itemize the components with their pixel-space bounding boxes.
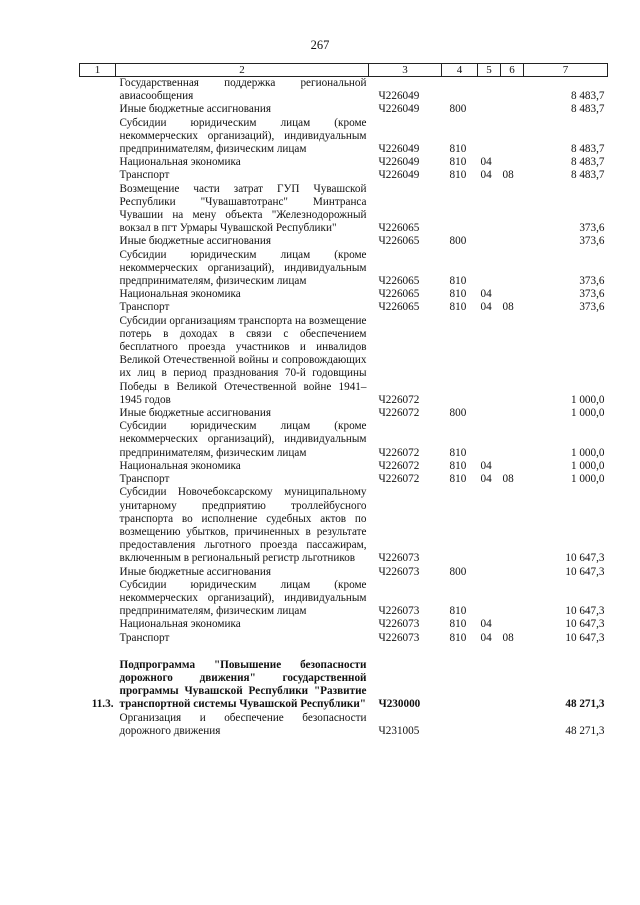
cell-name: Субсидии юридическим лицам (кроме некоммерческих организаций), индивидуальным предпринимателям, физическим лицам bbox=[119, 578, 367, 618]
cell-rz: 04 bbox=[480, 618, 492, 631]
cell-vr: 800 bbox=[449, 407, 467, 420]
cell-pr: 08 bbox=[502, 473, 514, 486]
column-header: 1 bbox=[80, 64, 116, 77]
cell-amount: 10 647,3 bbox=[565, 565, 605, 578]
cell-vr: 800 bbox=[449, 235, 467, 248]
page-number: 267 bbox=[310, 38, 330, 52]
column-header: 6 bbox=[501, 64, 524, 77]
cell-pr: 08 bbox=[502, 169, 514, 182]
table-row bbox=[80, 659, 608, 712]
cell-name: Возмещение части затрат ГУП Чувашской Республики "Чувашавтотранс" Минтранса Чувашии на мену объекта "Железнодорожный вокзал в пгт Урмары Чувашской Республики" bbox=[119, 182, 367, 235]
cell-num bbox=[80, 183, 116, 236]
cell-rz bbox=[478, 183, 501, 236]
table-row bbox=[80, 407, 608, 420]
cell-vr: 810 bbox=[449, 459, 467, 472]
cell-code: Ч226049 bbox=[378, 90, 420, 103]
cell-vr: 810 bbox=[449, 275, 467, 288]
cell-rz: 04 bbox=[480, 631, 492, 644]
cell-rz: 04 bbox=[480, 169, 492, 182]
cell-name: Подпрограмма "Повышение безопасности дорожного движения" государственной программы Чувашской Республики "Развитие транспортной системы Чувашской Республики" bbox=[119, 658, 367, 711]
cell-vr: 810 bbox=[449, 473, 467, 486]
cell-vr: 810 bbox=[449, 288, 467, 301]
cell-amount: 1 000,0 bbox=[570, 446, 605, 459]
cell-code: Ч226072 bbox=[378, 459, 420, 472]
table-row bbox=[80, 460, 608, 473]
cell-rz bbox=[478, 486, 501, 565]
cell-name: Транспорт bbox=[119, 169, 170, 182]
cell-code: Ч226073 bbox=[378, 605, 420, 618]
cell-num bbox=[80, 169, 116, 182]
cell-rz bbox=[478, 566, 501, 579]
cell-pr bbox=[501, 77, 524, 104]
cell-code: Ч226072 bbox=[378, 473, 420, 486]
cell-name: Субсидии юридическим лицам (кроме некоммерческих организаций), индивидуальным предпринимателям, физическим лицам bbox=[119, 420, 367, 459]
cell-name: Национальная экономика bbox=[119, 459, 241, 472]
cell-code: Ч226065 bbox=[378, 222, 420, 235]
table-row bbox=[80, 315, 608, 407]
cell-name: Национальная экономика bbox=[119, 156, 241, 169]
cell-rz bbox=[478, 579, 501, 619]
cell-code: Ч230000 bbox=[378, 698, 421, 711]
cell-num bbox=[80, 460, 116, 473]
cell-pr bbox=[501, 117, 524, 157]
cell-pr bbox=[501, 288, 524, 301]
cell-amount: 1 000,0 bbox=[570, 473, 605, 486]
cell-pr bbox=[501, 659, 524, 712]
table-row bbox=[80, 301, 608, 314]
cell-vr bbox=[442, 712, 478, 738]
cell-vr bbox=[442, 315, 478, 407]
cell-vr bbox=[442, 486, 478, 565]
cell-rz: 04 bbox=[480, 459, 492, 472]
cell-code: Ч226049 bbox=[378, 143, 420, 156]
cell-num bbox=[80, 249, 116, 289]
table-body bbox=[80, 77, 608, 738]
spacer-row bbox=[80, 645, 608, 659]
cell-code: Ч226049 bbox=[378, 103, 420, 116]
cell-name: Государственная поддержка региональной авиасообщения bbox=[119, 77, 367, 103]
cell-num bbox=[80, 486, 116, 565]
cell-rz bbox=[478, 103, 501, 116]
cell-num bbox=[80, 579, 116, 619]
table-row bbox=[80, 288, 608, 301]
cell-amount: 10 647,3 bbox=[565, 631, 605, 644]
cell-pr bbox=[501, 618, 524, 631]
cell-pr: 08 bbox=[502, 631, 514, 644]
table-row bbox=[80, 712, 608, 738]
cell-code: Ч226073 bbox=[378, 618, 420, 631]
cell-pr bbox=[501, 183, 524, 236]
table-row bbox=[80, 169, 608, 182]
cell-amount: 8 483,7 bbox=[570, 90, 605, 103]
cell-num bbox=[80, 103, 116, 116]
table-row bbox=[80, 473, 608, 486]
cell-num bbox=[80, 566, 116, 579]
table-row bbox=[80, 618, 608, 631]
cell-pr bbox=[501, 420, 524, 460]
cell-vr: 810 bbox=[449, 301, 467, 314]
table-row bbox=[80, 420, 608, 460]
cell-vr bbox=[442, 183, 478, 236]
cell-code: Ч226072 bbox=[378, 393, 420, 406]
cell-amount: 373,6 bbox=[579, 275, 605, 288]
cell-amount: 373,6 bbox=[579, 301, 605, 314]
cell-vr: 810 bbox=[449, 169, 467, 182]
cell-code: Ч226065 bbox=[378, 301, 420, 314]
cell-pr bbox=[501, 460, 524, 473]
cell-rz bbox=[478, 659, 501, 712]
cell-pr bbox=[501, 407, 524, 420]
cell-name: Иные бюджетные ассигнования bbox=[119, 103, 271, 116]
cell-vr: 810 bbox=[449, 156, 467, 169]
cell-name: Транспорт bbox=[119, 473, 170, 486]
table-row bbox=[80, 235, 608, 248]
cell-code: Ч226049 bbox=[378, 169, 420, 182]
cell-amount: 373,6 bbox=[579, 288, 605, 301]
column-header: 5 bbox=[478, 64, 501, 77]
cell-amount: 1 000,0 bbox=[570, 393, 605, 406]
cell-vr bbox=[442, 659, 478, 712]
cell-name: Иные бюджетные ассигнования bbox=[119, 235, 271, 248]
cell-rz bbox=[478, 712, 501, 738]
cell-vr: 810 bbox=[449, 618, 467, 631]
cell-rz: 04 bbox=[480, 301, 492, 314]
cell-pr bbox=[501, 103, 524, 116]
table-row bbox=[80, 156, 608, 169]
table-row bbox=[80, 117, 608, 157]
cell-pr: 08 bbox=[502, 301, 514, 314]
cell-amount: 10 647,3 bbox=[565, 618, 605, 631]
cell-vr: 810 bbox=[449, 631, 467, 644]
cell-name: Иные бюджетные ассигнования bbox=[119, 407, 271, 420]
cell-name: Субсидии юридическим лицам (кроме некоммерческих организаций), индивидуальным предпринимателям, физическим лицам bbox=[119, 116, 367, 156]
cell-vr: 810 bbox=[449, 446, 467, 459]
cell-amount: 8 483,7 bbox=[570, 143, 605, 156]
cell-num bbox=[80, 301, 116, 314]
cell-code: Ч231005 bbox=[378, 724, 420, 737]
cell-name: Национальная экономика bbox=[119, 288, 241, 301]
cell-pr bbox=[501, 579, 524, 619]
column-header: 4 bbox=[442, 64, 478, 77]
cell-code: Ч226065 bbox=[378, 275, 420, 288]
cell-num bbox=[80, 288, 116, 301]
cell-rz bbox=[478, 249, 501, 289]
cell-name: Организация и обеспечение безопасности дорожного движения bbox=[119, 711, 367, 737]
table-row bbox=[80, 579, 608, 619]
cell-vr: 800 bbox=[449, 565, 467, 578]
cell-pr bbox=[501, 486, 524, 565]
cell-amount: 1 000,0 bbox=[570, 407, 605, 420]
cell-num bbox=[80, 156, 116, 169]
cell-vr: 800 bbox=[449, 103, 467, 116]
cell-vr: 810 bbox=[449, 605, 467, 618]
cell-pr bbox=[501, 235, 524, 248]
budget-table bbox=[79, 63, 608, 738]
table-row bbox=[80, 486, 608, 565]
cell-num bbox=[80, 712, 116, 738]
cell-code: Ч226049 bbox=[378, 156, 420, 169]
table-row bbox=[80, 183, 608, 236]
cell-code: Ч226073 bbox=[378, 631, 420, 644]
cell-code: Ч226065 bbox=[378, 235, 420, 248]
cell-rz bbox=[478, 420, 501, 460]
cell-pr bbox=[501, 566, 524, 579]
cell-rz: 04 bbox=[480, 156, 492, 169]
cell-vr: 810 bbox=[449, 143, 467, 156]
table-row bbox=[80, 103, 608, 116]
cell-amount: 8 483,7 bbox=[570, 169, 605, 182]
cell-rz bbox=[478, 407, 501, 420]
cell-num bbox=[80, 420, 116, 460]
cell-amount: 1 000,0 bbox=[570, 459, 605, 472]
cell-rz bbox=[478, 235, 501, 248]
cell-vr bbox=[442, 77, 478, 104]
cell-code: Ч226073 bbox=[378, 552, 420, 565]
cell-code: Ч226072 bbox=[378, 446, 420, 459]
cell-amount: 10 647,3 bbox=[565, 605, 605, 618]
cell-num: 11.3. bbox=[91, 698, 114, 711]
column-header: 3 bbox=[369, 64, 442, 77]
cell-pr bbox=[501, 249, 524, 289]
cell-name: Субсидии Новочебоксарскому муниципальному унитарному предприятию троллейбусного транспорта во исполнение судебных актов по возмещению убытков, причиненных в результате предоставления льготного проезда пассажирам, включенным в региональный регистр льготников bbox=[119, 486, 367, 565]
cell-amount: 48 271,3 bbox=[565, 724, 605, 737]
cell-amount: 373,6 bbox=[579, 222, 605, 235]
cell-amount: 373,6 bbox=[579, 235, 605, 248]
cell-amount: 48 271,3 bbox=[565, 698, 605, 711]
column-header-row bbox=[80, 64, 608, 77]
cell-rz bbox=[478, 77, 501, 104]
cell-rz bbox=[478, 117, 501, 157]
cell-code: Ч226065 bbox=[378, 288, 420, 301]
table-row bbox=[80, 566, 608, 579]
cell-pr bbox=[501, 712, 524, 738]
cell-name: Транспорт bbox=[119, 301, 170, 314]
cell-amount: 8 483,7 bbox=[570, 103, 605, 116]
cell-amount: 10 647,3 bbox=[565, 552, 605, 565]
cell-name: Субсидии юридическим лицам (кроме некоммерческих организаций), индивидуальным предпринимателям, физическим лицам bbox=[119, 248, 367, 288]
cell-num bbox=[80, 473, 116, 486]
cell-rz: 04 bbox=[480, 473, 492, 486]
cell-pr bbox=[501, 315, 524, 407]
cell-rz bbox=[478, 315, 501, 407]
cell-amount: 8 483,7 bbox=[570, 156, 605, 169]
cell-name: Национальная экономика bbox=[119, 618, 241, 631]
table-row bbox=[80, 632, 608, 645]
cell-rz: 04 bbox=[480, 288, 492, 301]
cell-pr bbox=[501, 156, 524, 169]
table-row bbox=[80, 77, 608, 104]
cell-num bbox=[80, 632, 116, 645]
cell-num bbox=[80, 117, 116, 157]
cell-num bbox=[80, 235, 116, 248]
column-header: 7 bbox=[524, 64, 608, 77]
cell-num bbox=[80, 407, 116, 420]
cell-code: Ч226072 bbox=[378, 407, 420, 420]
column-header: 2 bbox=[116, 64, 369, 77]
cell-num bbox=[80, 315, 116, 407]
cell-name: Иные бюджетные ассигнования bbox=[119, 565, 271, 578]
table-row bbox=[80, 249, 608, 289]
cell-num bbox=[80, 77, 116, 104]
cell-code: Ч226073 bbox=[378, 565, 420, 578]
cell-name: Транспорт bbox=[119, 631, 170, 644]
cell-num bbox=[80, 618, 116, 631]
cell-name: Субсидии организациям транспорта на возмещение потерь в доходах в связи с обеспечением бесплатного проезда участников и инвалидов Великой Отечественной войны и сопровождающих их лиц в период празднования 70-й годовщины Победы в Великой Отечественной войне 1941–1945 годов bbox=[119, 314, 367, 406]
